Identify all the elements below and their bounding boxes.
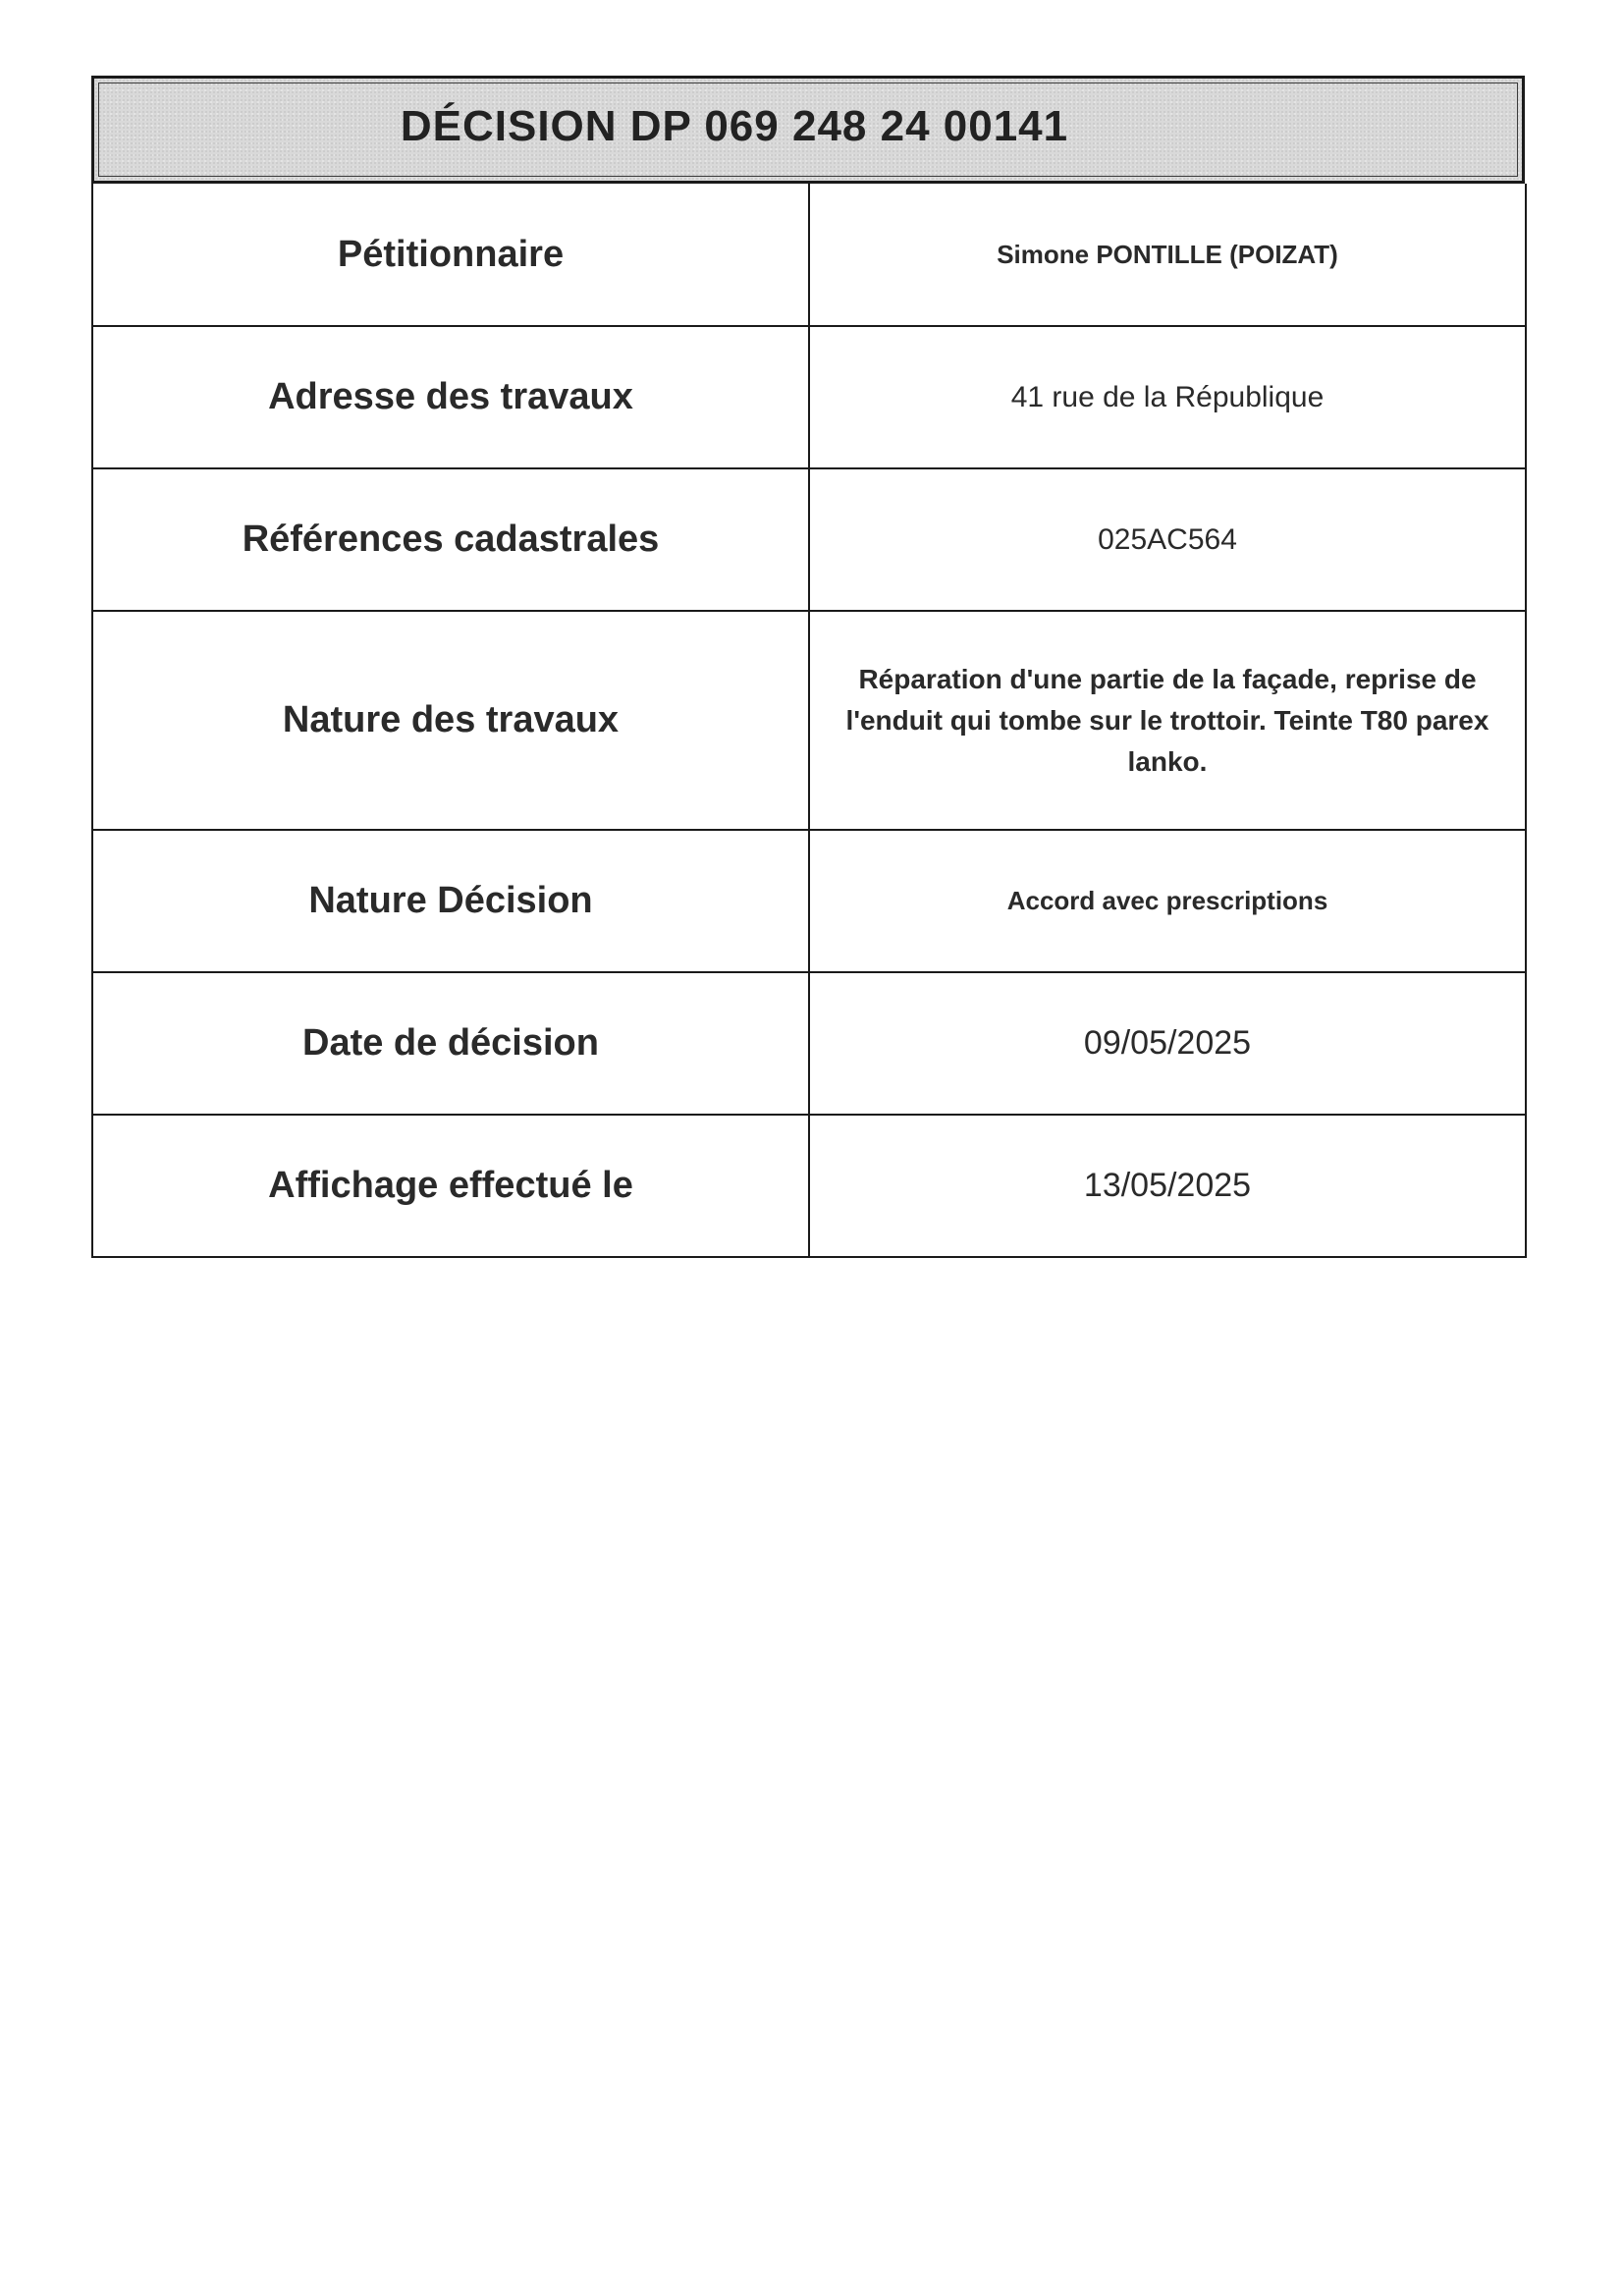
row-label: Nature Décision — [92, 830, 809, 972]
table-row-date-decision — [92, 972, 1526, 1115]
table-row-nature-travaux — [92, 611, 1526, 830]
row-label: Date de décision — [92, 972, 809, 1115]
table-row-references — [92, 468, 1526, 611]
table-row-nature-decision — [92, 830, 1526, 972]
title-banner — [91, 76, 1525, 184]
row-label: Nature des travaux — [92, 611, 809, 830]
row-value: Simone PONTILLE (POIZAT) — [809, 184, 1526, 326]
row-label: Affichage effectué le — [92, 1115, 809, 1257]
row-value: Accord avec prescriptions — [809, 830, 1526, 972]
row-value: 09/05/2025 — [809, 972, 1526, 1115]
table-row-affichage — [92, 1115, 1526, 1257]
row-value: 13/05/2025 — [809, 1115, 1526, 1257]
row-label: Références cadastrales — [92, 468, 809, 611]
document-title: DÉCISION DP 069 248 24 00141 — [400, 102, 1069, 150]
table-row-petitionnaire — [92, 184, 1526, 326]
row-value: 025AC564 — [809, 468, 1526, 611]
row-label: Adresse des travaux — [92, 326, 809, 468]
row-value: 41 rue de la République — [809, 326, 1526, 468]
decision-document — [91, 76, 1525, 1258]
table-row-adresse — [92, 326, 1526, 468]
row-label: Pétitionnaire — [92, 184, 809, 326]
decision-info-table — [91, 184, 1527, 1258]
row-value: Réparation d'une partie de la façade, reprise de l'enduit qui tombe sur le trottoir. Teinte T80 parex lanko. — [809, 611, 1526, 830]
